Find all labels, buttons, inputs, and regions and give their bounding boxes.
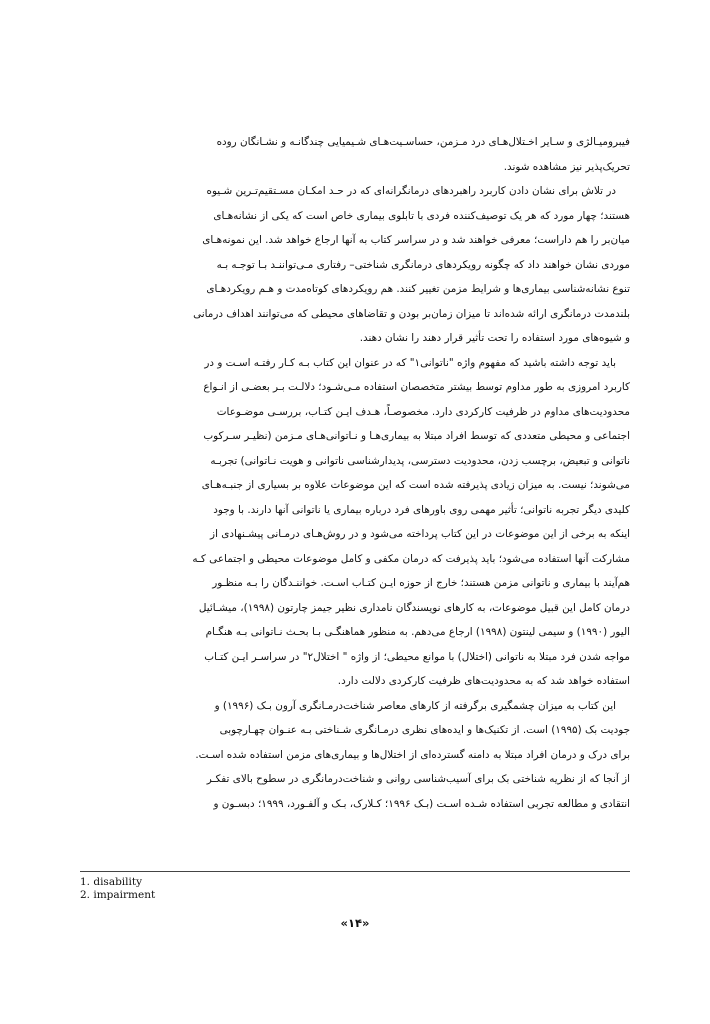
- paragraph: [80, 351, 630, 694]
- text-line: در تلاش برای نشان دادن کاربرد راهبردهای درمانگرانه‌ای که در حـد امکـان مسـتقیم‌تـرین شـیوه: [206, 185, 616, 197]
- text-line: کلیدی دیگر تجربه ناتوانی؛ تأثیر مهمی روی باورهای فرد درباره بیماری یا ناتوانی آنها دارند. با وجود: [213, 503, 630, 516]
- text-line: درمان کامل این قبیل موضوعات، به کارهای نویسندگان نامداری نظیر جیمز چارتون (۱۹۹۸)، میشـائیل: [198, 601, 630, 614]
- text-line: ناتوانی و تبعیض، برچسب زدن، محدودیت دسترسی، پدیدارشناسی ناتوانی و هویت نـاتوانی) تجربـه: [210, 454, 630, 467]
- text-line: بلندمدت درمانگری ارائه شده‌اند تا میزان زمان‌بر بودن و تقاضاهای محیطی که می‌توانند اهداف درمانی: [193, 307, 630, 320]
- text-line: میان‌بر را هم داراست؛ معرفی خواهند شد و در سراسر کتاب به آنها ارجاع خواهد شد. این نمونه‌هـای: [202, 234, 630, 246]
- footnote-2: 2. impairment: [80, 889, 156, 901]
- text-line: برای درک و درمان افراد مبتلا به دامنه گسترده‌ای از اختلال‌ها و بیماری‌های مزمن استفاده شده اسـت.: [195, 748, 630, 761]
- text-line: جودیت بک (۱۹۹۵) است. از تکنیک‌ها و ایده‌های نظری درمـانگری شـناختی بـه عنـوان چهـارچوبی: [219, 724, 630, 736]
- text-line: اجتماعی و محیطی متعددی که توسط افراد مبتلا به بیماری‌هـا و نـاتوانی‌هـای مـزمن (نظیـر سـرکوب: [203, 430, 630, 442]
- text-line: مواجه شدن فرد مبتلا به ناتوانی (اختلال) با موانع محیطی؛ از واژه " اختلال۲" در سراسـر ایـن کتـاب: [204, 650, 630, 663]
- footnotes: [80, 876, 380, 902]
- text-line: استفاده خواهد شد که به محدودیت‌های ظرفیت کارکردی دلالت دارد.: [337, 675, 630, 687]
- text-line: موردی نشان خواهند داد که چگونه رویکردهای درمانگری شناختی– رفتاری مـی‌تواننـد بـا توجـه بـه: [216, 258, 630, 271]
- text-line: می‌شوند؛ نیست. به میزان زیادی پذیرفته شده است که این موضوعات علاوه بر بسیاری از جنبـه‌هـای: [201, 479, 630, 491]
- text-line: فیبرومیـالژی و سـایر اخـتلال‌هـای درد مـزمن، حساسـیت‌هـای شـیمیایی چندگانـه و نشـانگان روده: [216, 136, 630, 148]
- text-line: هم‌آیند با بیماری و ناتوانی مزمن هستند؛ خارج از حوزه ایـن کتـاب اسـت. خواننـدگان را بـه منظـور: [212, 577, 630, 589]
- paragraph: [80, 130, 630, 179]
- footnote-divider: [80, 871, 630, 872]
- text-line: این کتاب به میزان چشمگیری برگرفته از کارهای معاصر شناخت‌درمـانگری آرون بـک (۱۹۹۶) و: [214, 699, 616, 712]
- body-text: [80, 130, 630, 816]
- footnote-1: 1. disability: [80, 876, 143, 888]
- text-line: محدودیت‌های مداوم در ظرفیت کارکردی دارد. مخصوصـاً، هـدف ایـن کتـاب، بررسـی موضـوعات: [216, 405, 630, 418]
- text-line: تنوع نشانه‌شناسی بیماری‌ها و شرایط مزمن تغییر کنند. هم رویکردهای کوتاه‌مدت و هـم رویکردهـای: [206, 283, 630, 295]
- page-number: «۱۴»: [340, 916, 370, 930]
- text-line: از آنجا که از نظریه شناختی بک برای آسیب‌شناسی روانی و شناخت‌درمانگری در سطوح بالای تفکـر: [206, 773, 630, 785]
- text-line: کاربرد امروزی به طور مداوم توسط بیشتر متخصصان استفاده مـی‌شـود؛ دلالـت بـر بعضـی از انـواع: [203, 381, 630, 393]
- text-line: الیور (۱۹۹۰) و سیمی لینتون (۱۹۹۸) ارجاع می‌دهم. به منظور هماهنگـی بـا بحـث نـاتوانی بـه هنگـام: [205, 626, 630, 638]
- text-line: هستند؛ چهار مورد که هر یک توصیف‌کننده فردی با تابلوی بیماری خاص است که یکی از نشانه‌هـای: [213, 209, 630, 222]
- paragraph: [80, 179, 630, 351]
- text-line: و شیوه‌های مورد استفاده را تحت تأثیر قرار دهند را نشان دهند.: [359, 332, 630, 344]
- text-line: باید توجه داشته باشید که مفهوم واژه "ناتوانی۱" که در عنوان این کتاب بـه کـار رفتـه اسـت و در: [204, 356, 616, 369]
- paragraph: [80, 694, 630, 817]
- text-line: مشارکت آنها استفاده می‌شود؛ باید پذیرفت که درمان مکفی و کامل موضوعات محیطی و اجتماعی کـه: [192, 552, 630, 565]
- text-line: تحریک‌پذیر نیز مشاهده شوند.: [503, 160, 630, 173]
- text-line: انتقادی و مطالعه تجربی استفاده شـده اسـت (بـک ۱۹۹۶؛ کـلارک، بـک و آلفـورد، ۱۹۹۹؛ دبسـون و: [213, 797, 630, 810]
- text-line: اینکه به برخی از این موضوعات در این کتاب پرداخته می‌شود و در روش‌هـای درمـانی پیشـنهادی از: [210, 528, 630, 540]
